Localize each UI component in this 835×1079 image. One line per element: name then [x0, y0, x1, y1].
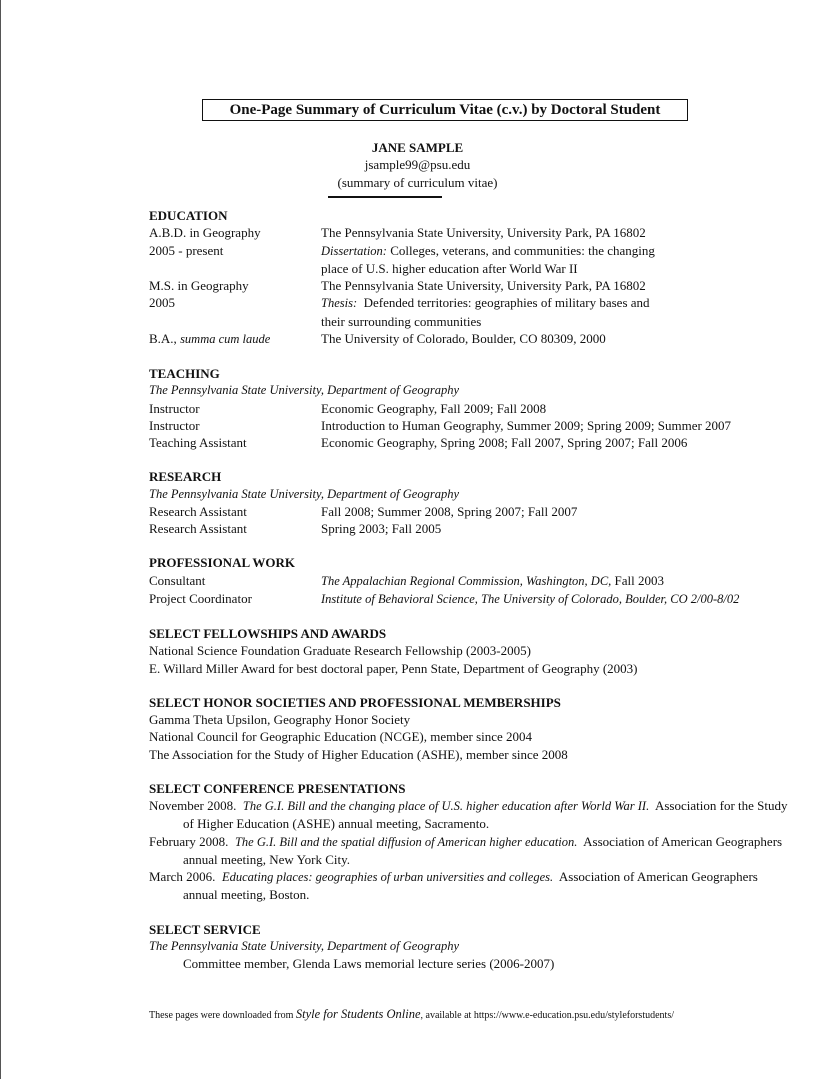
entry-detail — [321, 224, 789, 241]
list-item — [149, 660, 789, 677]
italic-text: Thesis: — [321, 296, 358, 311]
section-heading: RESEARCH — [149, 469, 222, 485]
text: Defended territories: geographies of military bases and — [357, 295, 650, 311]
candidate-name: JANE SAMPLE — [371, 140, 464, 155]
text: The Pennsylvania State University, University Park, PA 16802 — [321, 278, 646, 293]
text: Association of American Geographers annual meeting, Boston. — [183, 869, 762, 903]
entry-label — [149, 503, 321, 520]
text: March 2006. — [149, 869, 222, 884]
entry-label — [149, 520, 321, 537]
entry-label — [149, 572, 321, 590]
text: Colleges, veterans, and communities: the changing — [386, 242, 655, 258]
text: their surrounding communities — [321, 313, 482, 329]
section-professional-work — [149, 554, 789, 608]
entry-detail — [321, 294, 789, 312]
text: The Association for the Study of Higher Education (ASHE), member since 2008 — [149, 746, 568, 762]
text: 2005 — [149, 295, 175, 311]
text: B.A., — [149, 330, 181, 346]
section-subheading: The Pennsylvania State University, Department of Geography — [149, 486, 460, 501]
entry-row — [149, 313, 789, 330]
cv-body — [149, 207, 789, 989]
entry-label — [149, 590, 321, 608]
section-heading: SELECT CONFERENCE PRESENTATIONS — [149, 780, 406, 796]
list-item — [149, 728, 789, 745]
text: November 2008. — [149, 798, 243, 813]
entry-label — [149, 400, 321, 417]
entry-detail — [321, 520, 789, 537]
entry-label — [149, 260, 321, 277]
entry-detail — [321, 572, 789, 590]
text: E. Willard Miller Award for best doctoral paper, Penn State, Department of Geography (2003) — [149, 660, 638, 676]
section-research — [149, 468, 789, 537]
text: These pages were downloaded from — [149, 1010, 296, 1021]
entry-detail — [321, 590, 789, 608]
text: The Pennsylvania State University, University Park, PA 16802 — [321, 225, 646, 241]
page-title: One-Page Summary of Curriculum Vitae (c.v.) by Doctoral Student — [202, 99, 688, 121]
text: National Council for Geographic Education (NCGE), member since 2004 — [149, 729, 533, 745]
entry-detail — [321, 313, 789, 330]
candidate-email: jsample99@psu.edu — [364, 157, 471, 173]
section-education — [149, 207, 789, 348]
entry-row — [149, 520, 789, 537]
text: Economic Geography, Spring 2008; Fall 2007, Spring 2007; Fall 2006 — [321, 435, 688, 450]
text: Instructor — [149, 417, 200, 433]
section-select-fellowships-and-awards — [149, 625, 789, 677]
entry-detail — [321, 503, 789, 520]
entry-label — [149, 294, 321, 312]
italic-text: summa cum laude — [180, 331, 271, 346]
header-divider — [328, 196, 442, 198]
text: A.B.D. in Geography — [149, 225, 261, 241]
text: 2005 - present — [149, 242, 224, 258]
entry-detail — [321, 242, 789, 260]
italic-text: The Appalachian Regional Commission, Washington, DC, — [321, 573, 612, 588]
section-subheading: The Pennsylvania State University, Department of Geography — [149, 383, 460, 398]
entry-detail — [321, 330, 789, 348]
entry-detail — [321, 400, 789, 417]
text: National Science Foundation Graduate Research Fellowship (2003-2005) — [149, 643, 531, 659]
text: Research Assistant — [149, 521, 247, 536]
italic-text: The G.I. Bill and the changing place of U.S. higher education after World War II. — [242, 799, 650, 813]
section-heading: EDUCATION — [149, 208, 228, 223]
section-select-service — [149, 921, 789, 973]
text: Economic Geography, Fall 2009; Fall 2008 — [321, 400, 547, 416]
section-select-conference-presentations — [149, 780, 789, 904]
entry-row — [149, 434, 789, 451]
entry-label — [149, 277, 321, 294]
text: Fall 2008; Summer 2008, Spring 2007; Fall 2007 — [321, 503, 578, 519]
entry-row — [149, 417, 789, 434]
text: Association of American Geographers annual meeting, New York City. — [183, 833, 786, 867]
service-item — [149, 955, 789, 972]
footer-note — [149, 1007, 674, 1022]
presentation-item — [149, 868, 789, 904]
italic-text: Institute of Behavioral Science, The University of Colorado, Boulder, CO 2/00-8/02 — [321, 591, 740, 606]
entry-row — [149, 260, 789, 277]
list-item — [149, 642, 789, 659]
entry-row — [149, 590, 789, 608]
list-item — [149, 746, 789, 763]
section-heading: PROFESSIONAL WORK — [149, 555, 296, 571]
entry-detail — [321, 277, 789, 294]
entry-label — [149, 224, 321, 241]
text: February 2008. — [149, 833, 235, 849]
text: Research Assistant — [149, 503, 247, 519]
entry-row — [149, 224, 789, 241]
italic-text: Style for Students Online — [295, 1007, 421, 1021]
entry-label — [149, 417, 321, 434]
text: M.S. in Geography — [149, 278, 249, 293]
entry-detail — [321, 417, 789, 434]
text: Introduction to Human Geography, Summer 2009; Spring 2009; Summer 2007 — [321, 417, 732, 433]
entry-label — [149, 242, 321, 260]
section-heading: SELECT FELLOWSHIPS AND AWARDS — [149, 626, 387, 641]
italic-text: The G.I. Bill and the spatial diffusion of American higher education. — [234, 834, 578, 849]
presentation-item — [149, 833, 789, 869]
entry-detail — [321, 434, 789, 451]
entry-label — [149, 434, 321, 451]
list-item — [149, 711, 789, 728]
text: Spring 2003; Fall 2005 — [321, 521, 442, 536]
section-subheading: The Pennsylvania State University, Department of Geography — [149, 938, 460, 953]
entry-detail — [321, 260, 789, 277]
text: Committee member, Glenda Laws memorial lecture series (2006-2007) — [183, 956, 555, 971]
italic-text: Educating places: geographies of urban universities and colleges. — [221, 870, 554, 884]
italic-text: Dissertation: — [321, 243, 387, 258]
header-subtitle: (summary of curriculum vitae) — [337, 174, 498, 190]
cv-header — [0, 139, 835, 191]
text: The University of Colorado, Boulder, CO 80309, 2000 — [321, 330, 606, 346]
entry-row — [149, 572, 789, 590]
text: Fall 2003 — [611, 572, 665, 588]
text: Teaching Assistant — [149, 435, 247, 450]
presentation-item — [149, 797, 789, 833]
entry-row — [149, 330, 789, 348]
section-heading: TEACHING — [149, 366, 220, 381]
entry-row — [149, 242, 789, 260]
entry-label — [149, 330, 321, 348]
entry-row — [149, 277, 789, 294]
text: place of U.S. higher education after World War II — [321, 260, 578, 276]
section-select-honor-societies-and-professional-memberships — [149, 694, 789, 763]
text: Project Coordinator — [149, 590, 252, 606]
section-heading: SELECT SERVICE — [149, 921, 261, 937]
text: , available at https://www.e-education.psu.edu/styleforstudents/ — [420, 1010, 674, 1021]
text: Association for the Study of Higher Education (ASHE) annual meeting, Sacramento. — [183, 798, 791, 832]
entry-row — [149, 503, 789, 520]
text: Instructor — [149, 400, 200, 416]
section-teaching — [149, 365, 789, 451]
entry-row — [149, 294, 789, 312]
section-heading: SELECT HONOR SOCIETIES AND PROFESSIONAL MEMBERSHIPS — [149, 694, 561, 710]
text: Gamma Theta Upsilon, Geography Honor Society — [149, 712, 411, 727]
entry-row — [149, 400, 789, 417]
entry-label — [149, 313, 321, 330]
text: Consultant — [149, 572, 206, 588]
